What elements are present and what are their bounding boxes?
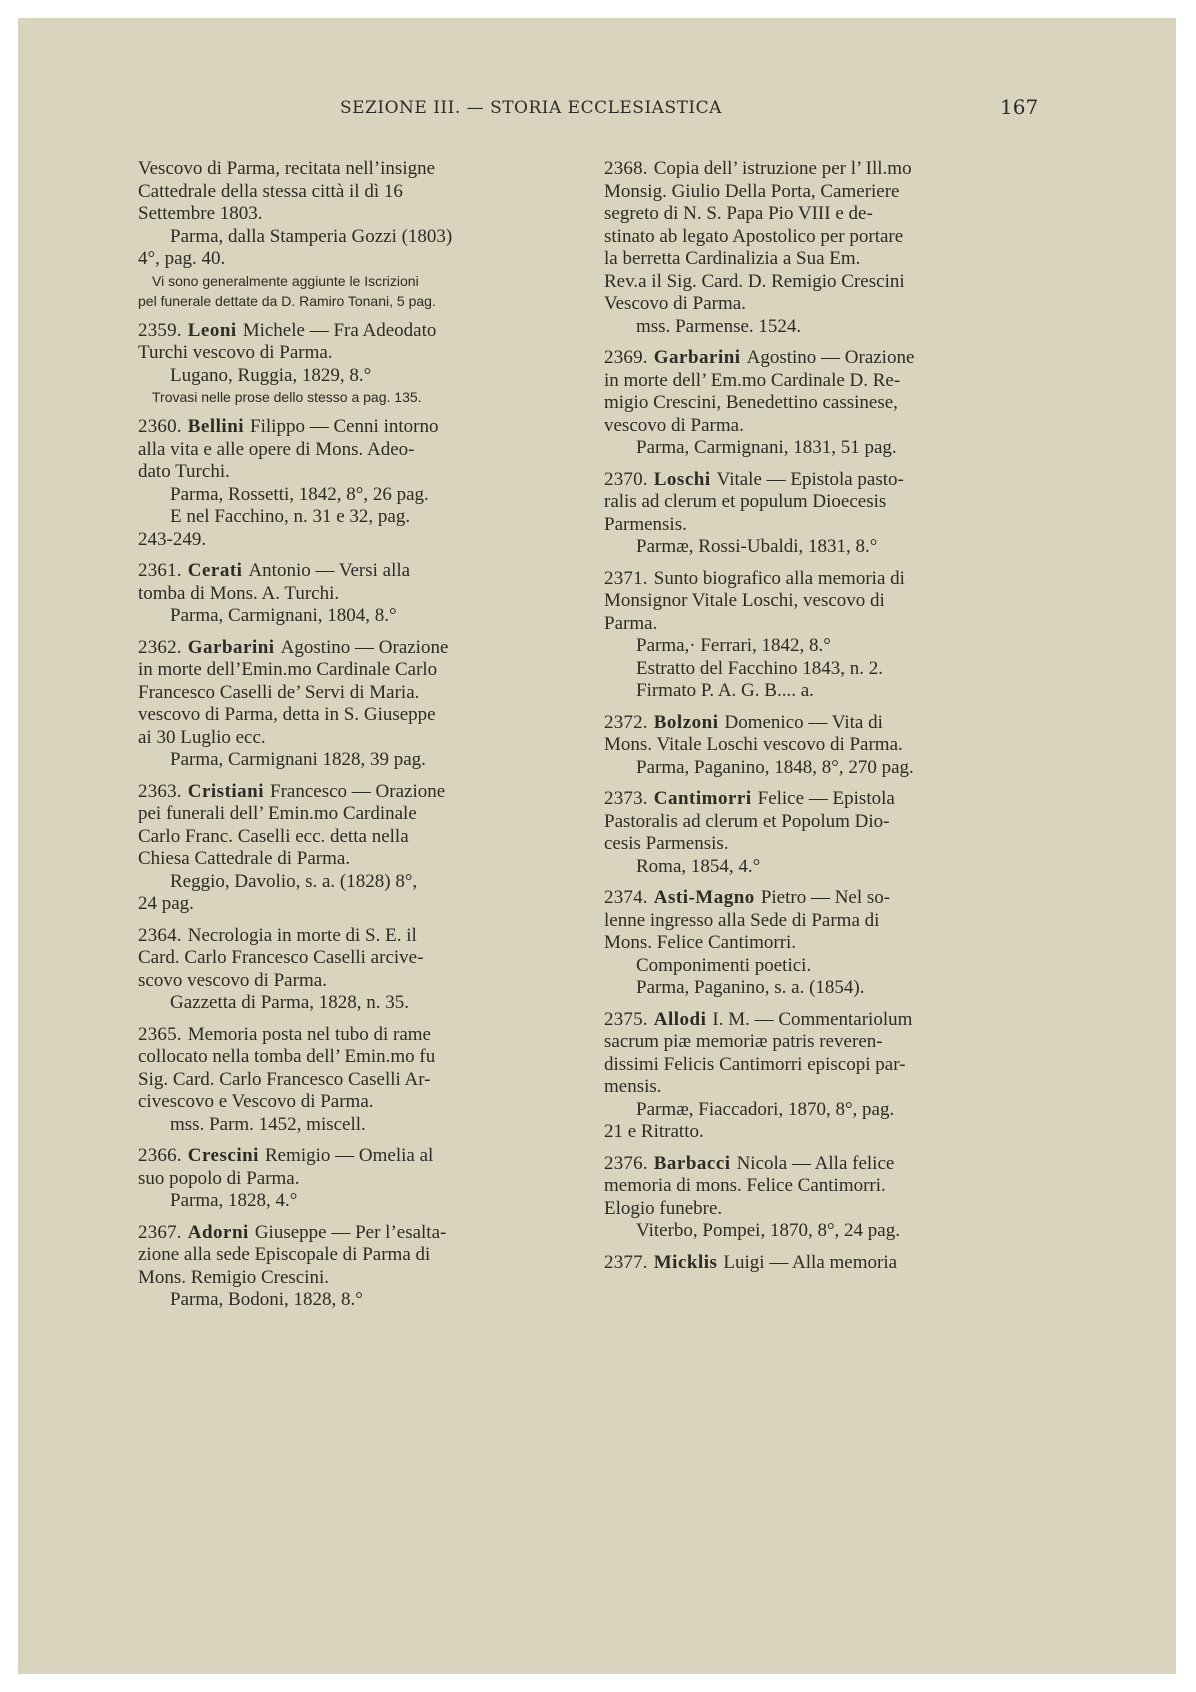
entry-line: collocato nella tomba dell’ Emin.mo fu [138,1046,436,1067]
entry-first-line [138,781,588,804]
entry-first-line [604,1009,1054,1032]
imprint-line: Parma, Carmignani 1828, 39 pag. [170,749,426,770]
entry-line: Mons. Remigio Crescini. [138,1266,330,1288]
entry-2367 [138,1222,588,1312]
entry-line: dissimi Felicis Cantimorri episcopi par- [604,1053,906,1075]
entry-2371 [604,568,1054,703]
entry-2376 [604,1153,1054,1243]
entry-line: sacrum piæ memoriæ patris reveren- [604,1031,883,1052]
imprint-line: Roma, 1854, 4.° [636,855,761,877]
entry-line: vescovo di Parma. [604,414,744,436]
entry-line: stinato ab legato Apostolico per portare [604,225,904,247]
entry-2363 [138,781,588,916]
entry-first-line [604,469,1054,492]
entry-2361 [138,560,588,628]
imprint-line: E nel Facchino, n. 31 e 32, pag. [170,506,411,527]
entry-line: in morte dell’Emin.mo Cardinale Carlo [138,659,438,680]
entry-line: 24 pag. [138,893,194,914]
note-line: Trovasi nelle prose dello stesso a pag. 135. [152,389,422,405]
entry-line: Sig. Card. Carlo Francesco Caselli Ar- [138,1068,431,1090]
entry-author: Cantimorri [653,788,752,809]
entry-line: Vescovo di Parma, recitata nell’insigne [138,158,436,179]
entry-first-line [138,416,588,439]
entry-first-line [138,1145,588,1168]
entry-line: ralis ad clerum et populum Dioecesis [604,491,887,512]
entry-first-line [604,1252,1054,1275]
entry-number: 2373. [604,788,648,809]
entry-author: Loschi [653,468,711,490]
entry-number: 2370. [604,468,648,490]
entry-number: 2368. [604,158,648,179]
entry-text: Domenico — Vita di [724,711,883,733]
entry-line: Cattedrale della stessa città il dì 16 [138,180,403,202]
entry-first-line [604,887,1054,910]
entry-number: 2362. [138,636,182,658]
entry-2362 [138,637,588,772]
entry-2377 [604,1252,1054,1275]
page-number: 167 [1000,95,1039,119]
entry-2366 [138,1145,588,1213]
entry-line: alla vita e alle opere di Mons. Adeo- [138,438,415,460]
entry-number: 2374. [604,887,648,908]
entry-text: Vitale — Epistola pasto- [716,468,904,490]
entry-author: Leoni [187,319,237,341]
entry-line: Monsig. Giulio Della Porta, Cameriere [604,180,900,202]
entry-line: tomba di Mons. A. Turchi. [138,582,340,604]
entry-number: 2377. [604,1251,648,1273]
entry-line: Mons. Felice Cantimorri. [604,932,797,953]
imprint-line: Lugano, Ruggia, 1829, 8.° [170,364,372,386]
entry-line: cesis Parmensis. [604,833,729,854]
entry-first-line [604,347,1054,370]
entry-line: Elogio funebre. [604,1197,723,1219]
entry-first-line [138,637,588,660]
entry-author: Garbarini [653,347,741,368]
entry-number: 2359. [138,319,182,341]
entry-text: Felice — Epistola [757,788,895,809]
entry-text: Pietro — Nel so- [760,887,891,908]
entry-line: Monsignor Vitale Loschi, vescovo di [604,590,885,611]
entry-2369 [604,347,1054,460]
entry-author: Cerati [187,560,243,581]
entry-number: 2372. [604,711,648,733]
entry-text: Francesco — Orazione [270,780,446,802]
entry-first-line [138,560,588,583]
entry-number: 2375. [604,1008,648,1030]
imprint-line: Gazzetta di Parma, 1828, n. 35. [170,992,410,1013]
entry-line: Francesco Caselli de’ Servi di Maria. [138,681,420,703]
entry-author: Garbarini [187,636,275,658]
entry-author: Adorni [187,1221,249,1243]
entry-number: 2361. [138,560,182,581]
entry-text: Agostino — Orazione [746,347,915,368]
note-line: pel funerale dettate da D. Ramiro Tonani, 5 pag. [138,292,436,309]
entry-number: 2376. [604,1152,648,1174]
entry-line: Chiesa Cattedrale di Parma. [138,848,351,869]
entry-first-line [604,568,1054,591]
imprint-line: Parma, Paganino, 1848, 8°, 270 pag. [636,756,914,778]
entry-line: suo popolo di Parma. [138,1167,300,1189]
entry-text: Giuseppe — Per l’esalta- [254,1221,447,1243]
imprint-line: Parma,· Ferrari, 1842, 8.° [636,635,831,656]
imprint-line: Parma, Bodoni, 1828, 8.° [170,1289,363,1310]
entry-line: la berretta Cardinalizia a Sua Em. [604,248,861,269]
entry-line: Parma. [604,612,658,634]
entry-line: civescovo e Vescovo di Parma. [138,1091,374,1112]
entry-line: Parmensis. [604,513,687,535]
entry-2368 [604,158,1054,338]
entry-author: Asti-Magno [653,887,755,908]
entry-line: vescovo di Parma, detta in S. Giuseppe [138,704,436,725]
entry-line: 243-249. [138,528,207,550]
entry-line: Pastoralis ad clerum et Popolum Dio- [604,810,890,832]
entry-number: 2366. [138,1145,182,1166]
entry-author: Allodi [653,1008,707,1030]
entry-text: Agostino — Orazione [280,636,449,658]
entry-first-line [604,788,1054,811]
right-column [604,158,1054,1283]
imprint-line: mss. Parmense. 1524. [636,315,802,337]
entry-2359 [138,320,588,408]
entry-text: Antonio — Versi alla [248,560,411,581]
entry-number: 2367. [138,1221,182,1243]
imprint-line: Parma, Rossetti, 1842, 8°, 26 pag. [170,483,429,505]
entry-number: 2363. [138,780,182,802]
entry-text: Nicola — Alla felice [736,1152,895,1174]
entry-line: memoria di mons. Felice Cantimorri. [604,1175,886,1196]
entry-text: Luigi — Alla memoria [723,1251,898,1273]
entry-line: pei funerali dell’ Emin.mo Cardinale [138,803,417,824]
entry-2373 [604,788,1054,878]
entry-number: 2369. [604,347,648,368]
entry-line: migio Crescini, Benedettino cassinese, [604,392,898,413]
entry-line: zione alla sede Episcopale di Parma di [138,1244,431,1265]
entry-2375 [604,1009,1054,1144]
entry-author: Crescini [187,1145,259,1166]
entry-text: Memoria posta nel tubo di rame [187,1023,431,1045]
entry-2374 [604,887,1054,1000]
entry-line: Card. Carlo Francesco Caselli arcive- [138,947,424,968]
entry-line: 4°, pag. 40. [138,248,226,269]
entry-2365 [138,1024,588,1137]
imprint-line: Viterbo, Pompei, 1870, 8°, 24 pag. [636,1220,900,1241]
entry-line: Vescovo di Parma. [604,293,746,314]
section-title: SEZIONE III. — STORIA ECCLESIASTICA [340,98,722,118]
entry-2370 [604,469,1054,559]
entry-line: segreto di N. S. Papa Pio VIII e de- [604,203,873,224]
entry-line: lenne ingresso alla Sede di Parma di [604,909,880,931]
imprint-line: Estratto del Facchino 1843, n. 2. [636,657,883,679]
entry-first-line [138,1222,588,1245]
entry-first-line [138,925,588,948]
imprint-line: Parma, Carmignani, 1804, 8.° [170,605,397,626]
entry-2360 [138,416,588,551]
entry-line: in morte dell’ Em.mo Cardinale D. Re- [604,369,901,391]
entry-number: 2365. [138,1023,182,1045]
entry-2372 [604,712,1054,780]
imprint-line: Parma, dalla Stamperia Gozzi (1803) [170,225,453,247]
entry-first-line [604,1153,1054,1176]
imprint-line: Parmæ, Rossi-Ubaldi, 1831, 8.° [636,536,878,557]
entry-author: Bolzoni [653,711,719,733]
imprint-line: Parma, 1828, 4.° [170,1190,298,1211]
entry-line: scovo vescovo di Parma. [138,969,327,991]
entry-line: Mons. Vitale Loschi vescovo di Parma. [604,734,903,755]
entry-author: Micklis [653,1251,718,1273]
imprint-line: Firmato P. A. G. B.... a. [636,680,814,701]
imprint-line: Reggio, Davolio, s. a. (1828) 8°, [170,870,418,892]
imprint-line: mss. Parm. 1452, miscell. [170,1113,366,1135]
entry-line: Settembre 1803. [138,203,263,224]
entry-number: 2360. [138,416,182,437]
imprint-line: Parmæ, Fiaccadori, 1870, 8°, pag. [636,1098,895,1120]
entry-author: Barbacci [653,1152,731,1174]
entry-first-line [138,1024,588,1047]
imprint-line: Componimenti poetici. [636,954,812,976]
entry-text: Necrologia in morte di S. E. il [187,924,417,946]
entry-line: mensis. [604,1076,662,1097]
entry-text: Michele — Fra Adeodato [242,319,437,341]
entry-text: Filippo — Cenni intorno [250,416,439,437]
entry-line: Carlo Franc. Caselli ecc. detta nella [138,825,409,847]
entry-line: 21 e Ritratto. [604,1121,704,1142]
entry-continuation [138,158,588,311]
note-line: Vi sono generalmente aggiunte le Iscrizioni [152,272,419,289]
entry-text: Copia dell’ istruzione per l’ Ill.mo [653,158,912,179]
entry-text: Remigio — Omelia al [264,1145,434,1166]
entry-first-line [138,320,588,343]
entry-author: Cristiani [187,780,265,802]
entry-text: I. M. — Commentariolum [712,1008,913,1030]
page-header [0,95,1196,128]
imprint-line: Parma, Carmignani, 1831, 51 pag. [636,437,897,458]
left-column [138,158,588,1321]
entry-first-line [604,712,1054,735]
entry-number: 2371. [604,567,648,589]
entry-line: Rev.a il Sig. Card. D. Remigio Crescini [604,270,905,292]
entry-first-line [604,158,1054,181]
entry-2364 [138,925,588,1015]
imprint-line: Parma, Paganino, s. a. (1854). [636,977,865,998]
entry-text: Sunto biografico alla memoria di [653,567,905,589]
entry-line: ai 30 Luglio ecc. [138,726,266,748]
entry-author: Bellini [187,416,245,437]
entry-line: dato Turchi. [138,461,230,482]
entry-number: 2364. [138,924,182,946]
entry-line: Turchi vescovo di Parma. [138,342,333,363]
